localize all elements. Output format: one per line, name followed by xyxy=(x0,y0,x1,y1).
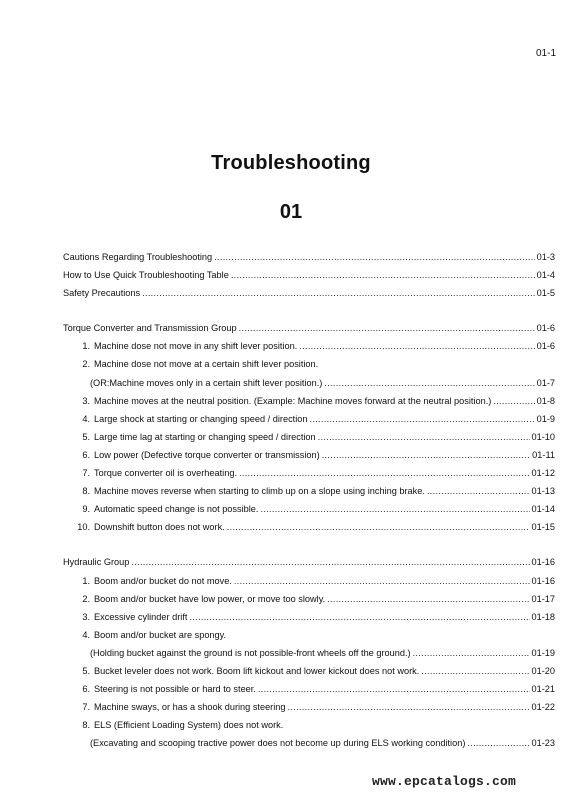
toc-section-torque-converter[interactable]: Torque Converter and Transmission Group ..... 01-6 xyxy=(63,319,555,337)
toc-entry-quick-table[interactable]: How to Use Quick Troubleshooting Table ..... 01-4 xyxy=(63,266,555,284)
page-number: 01-1 xyxy=(535,48,556,59)
toc-item-continuation[interactable]: (Excavating and scooping tractive power does not become up during ELS working condition) ..... 01-23 xyxy=(63,734,555,752)
toc-item[interactable]: 3. Machine moves at the neutral position. (Example: Machine moves forward at the neutral position.) ..... 01-8 xyxy=(63,392,555,410)
toc-item[interactable]: 7. Torque converter oil is overheating. ..... 01-12 xyxy=(63,464,555,482)
watermark: www.epcatalogs.com xyxy=(372,774,517,789)
toc-item[interactable]: 2. Machine dose not move at a certain shift lever position. xyxy=(82,359,319,370)
table-of-contents xyxy=(63,248,555,752)
toc-item[interactable]: 5. Bucket leveler does not work. Boom lift kickout and lower kickout does not work. ..... 01-20 xyxy=(63,662,555,680)
toc-entry-safety[interactable]: Safety Precautions ..... 01-5 xyxy=(63,284,555,302)
toc-item[interactable]: 8. Machine moves reverse when starting to climb up on a slope using inching brake. ..... 01-13 xyxy=(63,482,555,500)
toc-item[interactable]: 5. Large time lag at starting or changing speed / direction ..... 01-10 xyxy=(63,428,555,446)
toc-entry-cautions[interactable]: Cautions Regarding Troubleshooting ..... 01-3 xyxy=(63,248,555,266)
toc-item[interactable]: 4. Boom and/or bucket are spongy. xyxy=(82,629,227,640)
toc-item[interactable]: 3. Excessive cylinder drift ..... 01-18 xyxy=(63,608,555,626)
toc-item-continuation[interactable]: (Holding bucket against the ground is not possible-front wheels off the ground.) ..... 01-19 xyxy=(63,644,555,662)
toc-item[interactable]: 1. Boom and/or bucket do not move. ..... 01-16 xyxy=(63,572,555,590)
toc-item[interactable]: 7. Machine sways, or has a shook during steering ..... 01-22 xyxy=(63,698,555,716)
toc-item[interactable]: 8. ELS (Efficient Loading System) does not work. xyxy=(82,720,284,731)
toc-item[interactable]: 10. Downshift button does not work. ..... 01-15 xyxy=(63,518,555,536)
toc-section-hydraulic[interactable]: Hydraulic Group ..... 01-16 xyxy=(63,553,555,571)
toc-item[interactable]: 2. Boom and/or bucket have low power, or move too slowly. ..... 01-17 xyxy=(63,590,555,608)
toc-item[interactable]: 1. Machine dose not move in any shift lever position. ..... 01-6 xyxy=(63,337,555,355)
toc-item[interactable]: 6. Steering is not possible or hard to steer. ..... 01-21 xyxy=(63,680,555,698)
toc-item[interactable]: 6. Low power (Defective torque converter or transmission) ..... 01-11 xyxy=(63,446,555,464)
page-title: Troubleshooting xyxy=(211,152,371,174)
chapter-number: 01 xyxy=(279,201,303,223)
toc-item-continuation[interactable]: (OR:Machine moves only in a certain shift lever position.) ..... 01-7 xyxy=(63,374,555,392)
toc-item[interactable]: 4. Large shock at starting or changing speed / direction ..... 01-9 xyxy=(63,410,555,428)
toc-item[interactable]: 9. Automatic speed change is not possible. ..... 01-14 xyxy=(63,500,555,518)
